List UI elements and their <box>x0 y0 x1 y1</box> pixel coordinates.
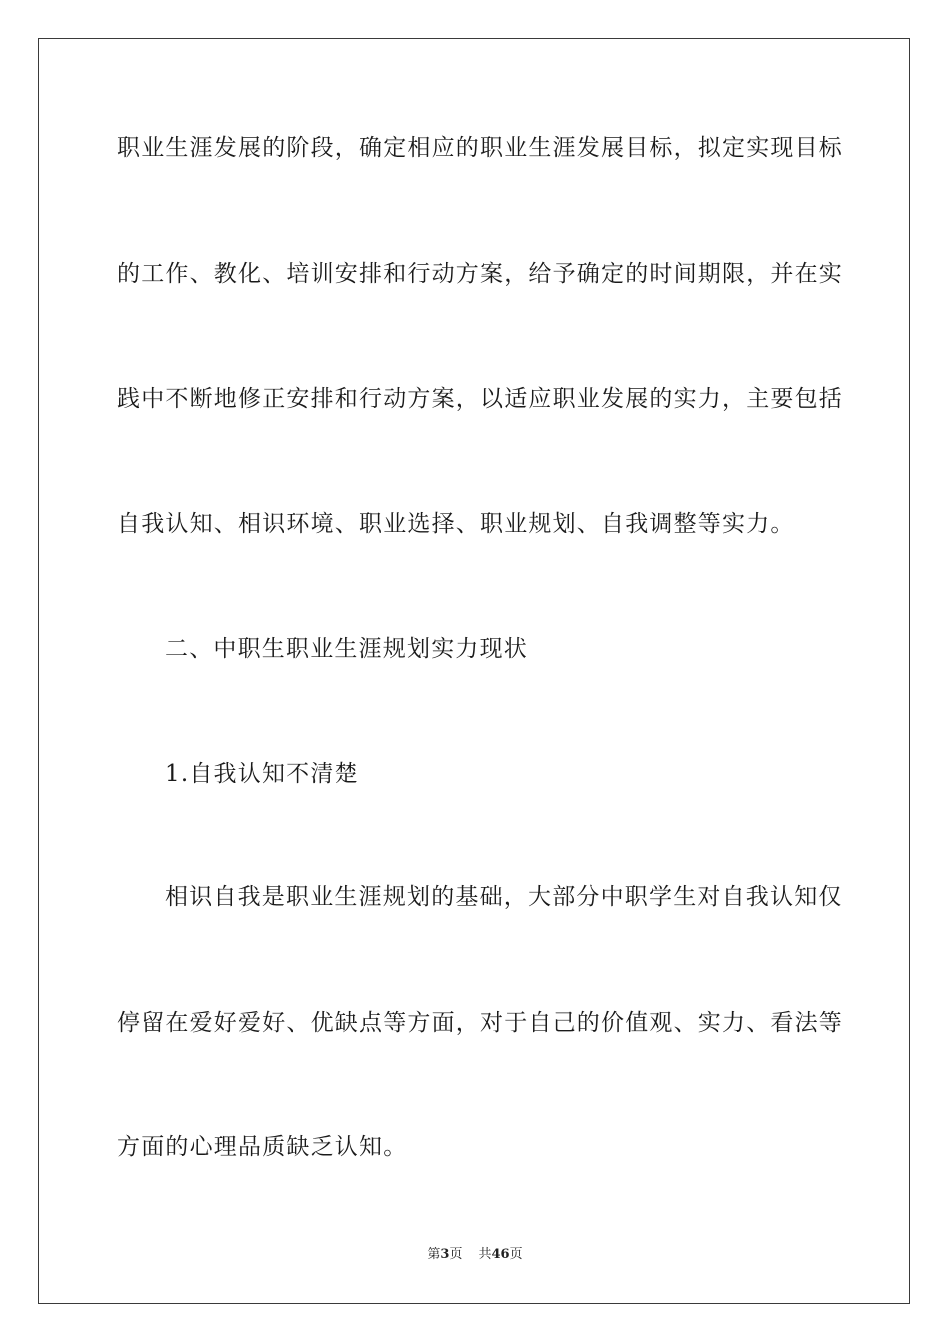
total-suffix: 页 <box>509 1247 523 1262</box>
subsection-heading: 1.自我认知不清楚 <box>165 761 359 787</box>
page-footer <box>0 1246 950 1264</box>
page-number: 3 <box>440 1247 450 1262</box>
paragraph-line: 职业生涯发展的阶段，确定相应的职业生涯发展目标，拟定实现目标 <box>117 135 843 161</box>
page-prefix: 第 <box>427 1247 441 1262</box>
total-prefix: 共 <box>478 1247 492 1262</box>
page-suffix: 页 <box>449 1247 463 1262</box>
paragraph-line: 自我认知、相识环境、职业选择、职业规划、自我调整等实力。 <box>117 511 795 537</box>
page-border <box>38 38 910 1304</box>
paragraph-line: 相识自我是职业生涯规划的基础，大部分中职学生对自我认知仅 <box>165 884 843 910</box>
total-pages: 46 <box>491 1247 510 1262</box>
paragraph-line: 践中不断地修正安排和行动方案，以适应职业发展的实力，主要包括 <box>117 386 843 412</box>
paragraph-line: 停留在爱好爱好、优缺点等方面，对于自己的价值观、实力、看法等 <box>117 1010 843 1036</box>
paragraph-line: 方面的心理品质缺乏认知。 <box>117 1134 408 1160</box>
section-heading: 二、中职生职业生涯规划实力现状 <box>165 636 528 662</box>
paragraph-line: 的工作、教化、培训安排和行动方案，给予确定的时间期限，并在实 <box>117 261 843 287</box>
